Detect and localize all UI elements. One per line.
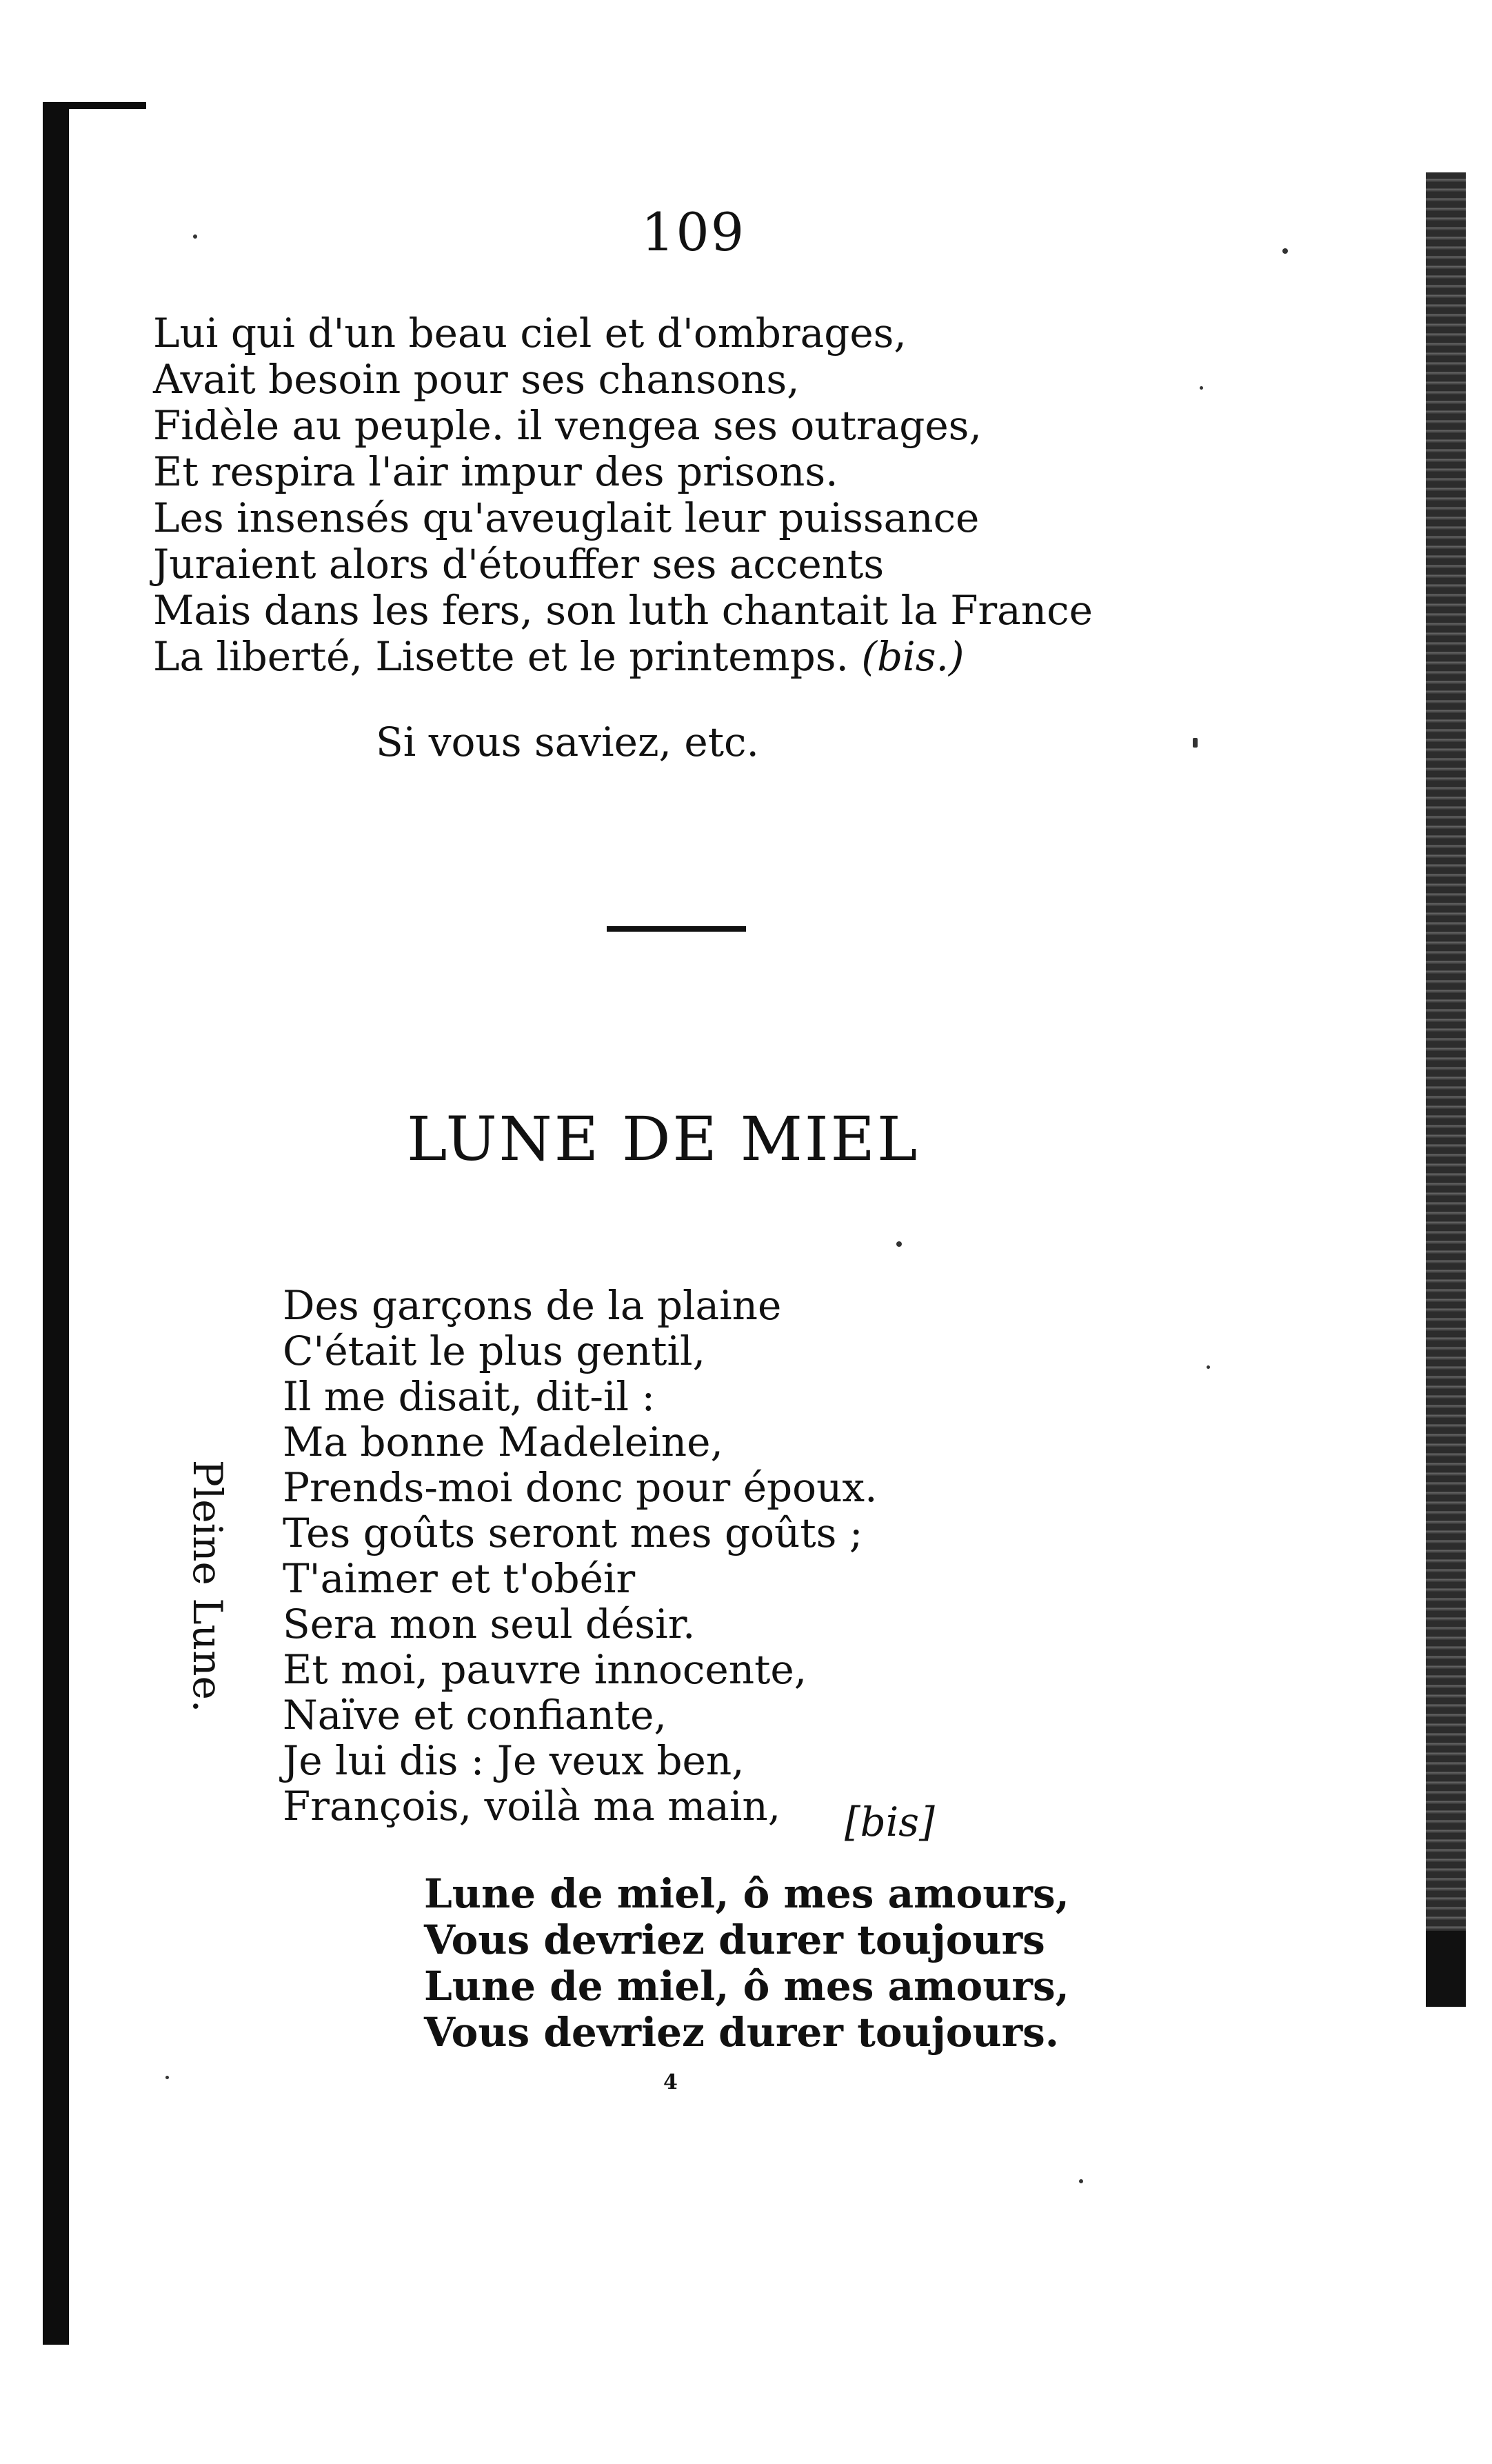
print-speck: [193, 234, 197, 239]
section-divider: [607, 926, 746, 932]
stanza-line: Mais dans les fers, son luth chantait la France: [153, 587, 1093, 634]
page-edge-shadow: [1426, 172, 1466, 1938]
stanza-line: Juraient alors d'étouffer ses accents: [153, 541, 885, 588]
song-verse: [283, 1283, 1248, 1829]
verse-line: Il me disait, dit-il :: [283, 1373, 656, 1420]
chorus-line: Vous devriez durer toujours.: [424, 2009, 1059, 2056]
verse-line: Sera mon seul désir.: [283, 1601, 696, 1647]
print-speck: [1207, 1365, 1210, 1369]
print-speck: [1193, 738, 1198, 748]
chorus-line: Vous devriez durer toujours: [424, 1916, 1045, 1963]
chorus-line: Lune de miel, ô mes amours,: [424, 1963, 1069, 2010]
stanza-line: Les insensés qu'aveuglait leur puissance: [153, 494, 980, 541]
previous-song-stanza: [153, 310, 1380, 680]
stanza-line: Lui qui d'un beau ciel et d'ombrages,: [153, 310, 907, 357]
stanza-line: Et respira l'air impur des prisons.: [153, 448, 838, 495]
verse-line: Naïve et confiante,: [283, 1692, 667, 1739]
page-edge-shadow-lower: [1426, 1931, 1466, 2007]
page-number: 109: [641, 201, 746, 263]
tune-side-note: [183, 1424, 232, 1748]
verse-line: Ma bonne Madeleine,: [283, 1419, 723, 1465]
verse-line: T'aimer et t'obéir: [283, 1555, 636, 1602]
verse-bis-mark: [845, 1799, 935, 1845]
verse-line: Tes goûts seront mes goûts ;: [283, 1510, 863, 1556]
printer-signature-mark: 4: [663, 2070, 678, 2094]
stanza-line: Avait besoin pour ses chansons,: [153, 356, 800, 403]
print-speck: [1282, 248, 1288, 254]
stanza-line: Fidèle au peuple. il vengea ses outrages,: [153, 402, 982, 449]
song-title: LUNE DE MIEL: [407, 1103, 920, 1174]
song-chorus: [424, 1871, 1389, 2056]
verse-line: Je lui dis : Je veux ben,: [283, 1737, 745, 1784]
verse-line: Prends-moi donc pour époux.: [283, 1464, 878, 1511]
refrain-reference: Si vous saviez, etc.: [376, 719, 759, 765]
print-speck: [896, 1241, 902, 1247]
tune-side-note-text: Pleine Lune.: [184, 1459, 231, 1713]
binding-edge: [43, 103, 69, 2345]
chorus-line: Lune de miel, ô mes amours,: [424, 1870, 1069, 1917]
print-speck: [1200, 386, 1203, 390]
stanza-line-last: [153, 634, 1380, 680]
stanza-line-text: La liberté, Lisette et le printemps.: [153, 633, 849, 680]
print-speck: [165, 2076, 169, 2079]
verse-bis-text: [bis]: [845, 1799, 935, 1845]
verse-line: François, voilà ma main,: [283, 1783, 781, 1830]
verse-line: Et moi, pauvre innocente,: [283, 1646, 807, 1693]
verse-line: C'était le plus gentil,: [283, 1328, 706, 1374]
verse-line: Des garçons de la plaine: [283, 1282, 782, 1329]
stanza-bis-mark: (bis.): [861, 633, 965, 680]
print-speck: [1079, 2179, 1083, 2183]
